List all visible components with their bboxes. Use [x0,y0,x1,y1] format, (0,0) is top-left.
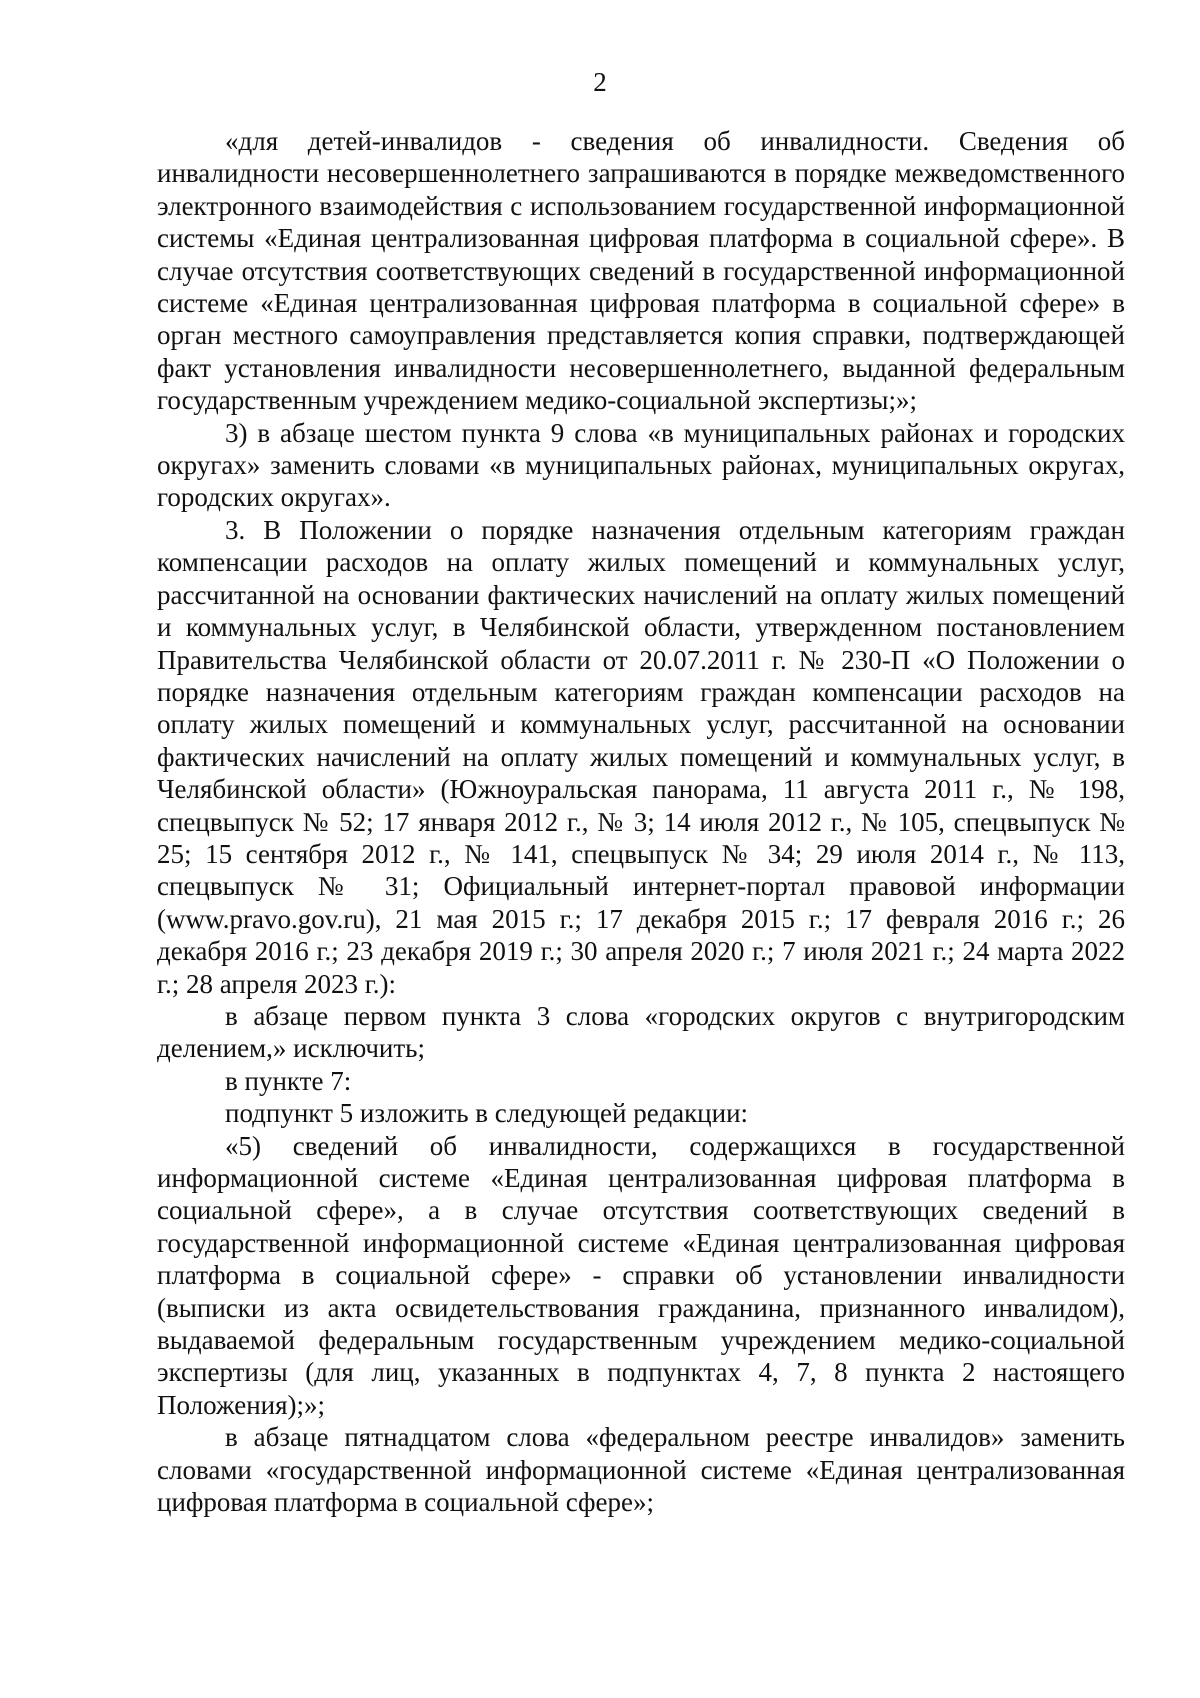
paragraph-clause-3-amendment: в абзаце первом пункта 3 слова «городских округов с внутригородским делением,» исключить; [157,1000,1125,1064]
document-body [157,125,1125,1518]
paragraph-fifteenth-amendment: в абзаце пятнадцатом слова «федеральном реестре инвалидов» заменить словами «государственной информационной системе «Единая централизованная цифровая платформа в социальной сфере»; [157,1422,1125,1518]
paragraph-clause-7: в пункте 7: [225,1065,352,1096]
paragraph-subclause-5-intro: подпункт 5 изложить в следующей редакции: [225,1098,749,1129]
paragraph-item-3-amendment: 3) в абзаце шестом пункта 9 слова «в муниципальных районах и городских округах» заменить словами «в муниципальных районах, муниципальных округах, городских округах». [157,417,1125,513]
page-number: 2 [593,67,607,97]
paragraph-subclause-5-text: «5) сведений об инвалидности, содержащихся в государственной информационной системе «Единая централизованная цифровая платформа в социальной сфере», а в случае отсутствия соответствующих сведений в государственной информационной системе «Единая централизованная цифровая платформа в социальной сфере» - справки об установлении инвалидности (выписки из акта освидетельствования гражданина, признанного инвалидом), выдаваемой федеральным государственным учреждением медико-социальной экспертизы (для лиц, указанных в подпунктах 4, 7, 8 пункта 2 настоящего Положения);»; [157,1130,1125,1420]
paragraph-disabled-children-info: «для детей-инвалидов - сведения об инвалидности. Сведения об инвалидности несовершеннолетнего запрашиваются в порядке межведомственного электронного взаимодействия с использованием государственной информационной системы «Единая централизованная цифровая платформа в социальной сфере». В случае отсутствия соответствующих сведений в государственной информационной системе «Единая централизованная цифровая платформа в социальной сфере» в орган местного самоуправления представляется копия справки, подтверждающей факт установления инвалидности несовершеннолетнего, выданной федеральным государственным учреждением медико-социальной экспертизы;»; [157,126,1125,416]
paragraph-section-3-regulation: 3. В Положении о порядке назначения отдельным категориям граждан компенсации расходов на оплату жилых помещений и коммунальных услуг, рассчитанной на основании фактических начислений на оплату жилых помещений и коммунальных услуг, в Челябинской области, утвержденном постановлением Правительства Челябинской области от 20.07.2011 г. № 230-П «О Положении о порядке назначения отдельным категориям граждан компенсации расходов на оплату жилых помещений и коммунальных услуг, рассчитанной на основании фактических начислений на оплату жилых помещений и коммунальных услуг, в Челябинской области» (Южноуральская панорама, 11 августа 2011 г., № 198, спецвыпуск № 52; 17 января 2012 г., № 3; 14 июля 2012 г., № 105, спецвыпуск № 25; 15 сентября 2012 г., № 141, спецвыпуск № 34; 29 июля 2014 г., № 113, спецвыпуск № 31; Официальный интернет-портал правовой информации (www.pravo.gov.ru), 21 мая 2015 г.; 17 декабря 2015 г.; 17 февраля 2016 г.; 26 декабря 2016 г.; 23 декабря 2019 г.; 30 апреля 2020 г.; 7 июля 2021 г.; 24 марта 2022 г.; 28 апреля 2023 г.): [157,514,1125,999]
